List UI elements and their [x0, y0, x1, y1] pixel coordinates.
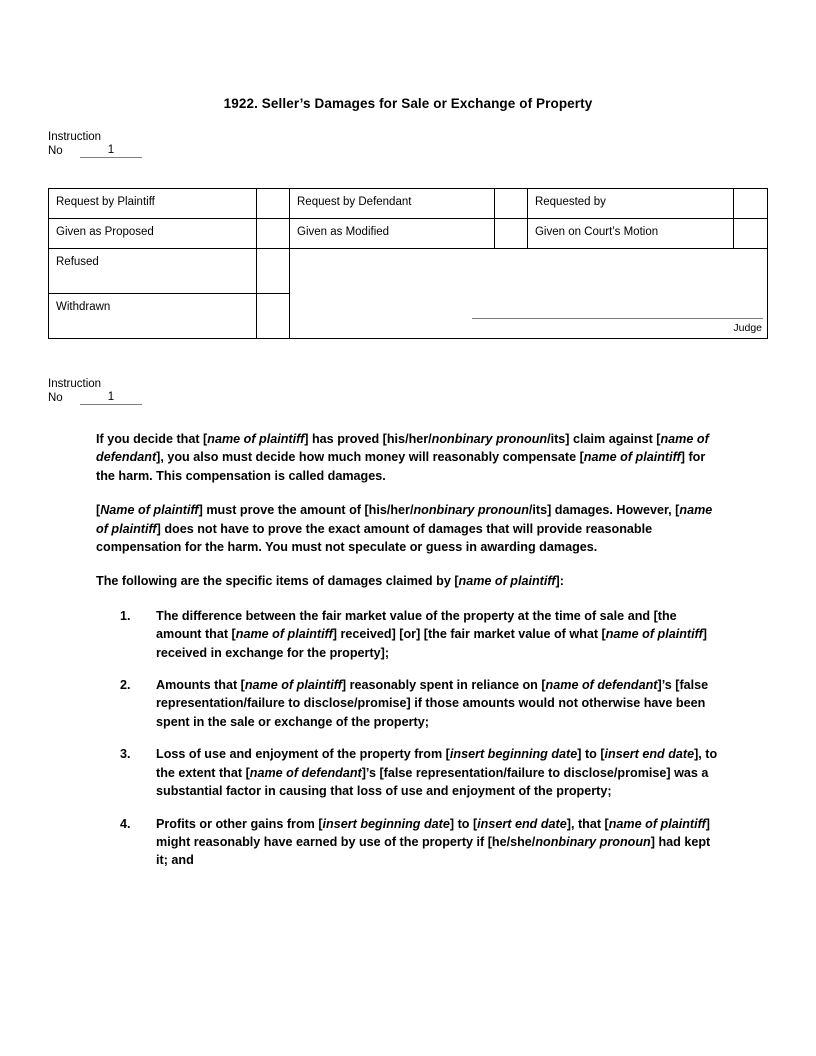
instruction-no-label: No: [48, 392, 63, 404]
paragraph-3-lead-in: The following are the specific items of damages claimed by [name of plaintiff]:: [96, 574, 564, 589]
checkbox-request-by-defendant[interactable]: [494, 189, 527, 219]
list-item: [0, 815, 816, 870]
paragraph-2: [Name of plaintiff] must prove the amount of [his/her/nonbinary pronoun/its] damages. However, [name of plaintiff] does not have to prove the exact amount of damages that will provide reasonable compensation for the harm. You must not speculate or guess in awarding damages.: [96, 503, 713, 555]
cell-given-on-courts-motion-label: Given on Court’s Motion: [527, 219, 733, 249]
list-item-text: The difference between the fair market value of the property at the time of sale and [the amount that [name of plaintiff] received] [or] [the fair market value of what [name of plaintiff] received in exchange for the property];: [156, 608, 707, 660]
list-item: [0, 676, 816, 731]
list-item-text: Profits or other gains from [insert beginning date] to [insert end date], that [name of plaintiff] might reasonably have earned by use of the property if [he/she/nonbinary pronoun] had kept it; and: [156, 816, 711, 868]
instruction-no-label: No: [48, 145, 63, 157]
page-title: 1922. Seller’s Damages for Sale or Exchange of Property: [223, 96, 593, 111]
list-item-number: 1.: [120, 608, 131, 623]
instruction-word-label: Instruction: [48, 378, 102, 390]
disposition-table: [48, 188, 768, 339]
instruction-number-header-top: [48, 130, 142, 158]
table-row: [49, 219, 768, 249]
cell-given-as-proposed-label: Given as Proposed: [49, 219, 257, 249]
checkbox-given-as-proposed[interactable]: [256, 219, 289, 249]
list-item-number: 2.: [120, 678, 131, 693]
checkbox-given-as-modified[interactable]: [494, 219, 527, 249]
cell-request-by-plaintiff-label: Request by Plaintiff: [49, 189, 257, 219]
list-item-number: 4.: [120, 816, 131, 831]
judge-signature-cell: [290, 249, 768, 339]
signature-caption-judge: Judge: [733, 322, 762, 334]
cell-withdrawn-label: Withdrawn: [49, 294, 257, 339]
instruction-word-label: Instruction: [48, 131, 102, 143]
list-item-number: 3.: [120, 747, 131, 762]
checkbox-refused[interactable]: [256, 249, 289, 294]
list-item: [0, 745, 816, 800]
signature-line[interactable]: [472, 317, 763, 319]
instruction-number-field[interactable]: 1: [80, 391, 142, 405]
instruction-body: [0, 430, 816, 870]
checkbox-requested-by[interactable]: [733, 189, 767, 219]
damages-items-list: [0, 607, 816, 870]
instruction-number-header-body: [48, 377, 142, 405]
list-item-text: Loss of use and enjoyment of the property from [insert beginning date] to [insert end date], to the extent that [name of defendant]’s [false representation/failure to disclose/promise] was a substantial factor in causing that loss of use and enjoyment of the property;: [156, 747, 718, 799]
table-row: [49, 189, 768, 219]
signature-area: [294, 249, 763, 335]
checkbox-request-by-plaintiff[interactable]: [256, 189, 289, 219]
cell-given-as-modified-label: Given as Modified: [290, 219, 495, 249]
cell-requested-by-label: Requested by: [527, 189, 733, 219]
paragraph-1: If you decide that [name of plaintiff] has proved [his/her/nonbinary pronoun/its] claim against [name of defendant], you also must decide how much money will reasonably compensate [name of plaintiff] for the harm. This compensation is called damages.: [96, 432, 709, 483]
checkbox-withdrawn[interactable]: [256, 294, 289, 339]
list-item-text: Amounts that [name of plaintiff] reasonably spent in reliance on [name of defendant]’s [false representation/failure to disclose/promise] if those amounts would not otherwise have been spent in the sale or exchange of the property;: [156, 678, 709, 729]
list-item: [0, 607, 816, 662]
cell-refused-label: Refused: [49, 249, 257, 294]
cell-request-by-defendant-label: Request by Defendant: [290, 189, 495, 219]
table-row: [49, 249, 768, 294]
checkbox-given-on-courts-motion[interactable]: [733, 219, 767, 249]
instruction-number-field[interactable]: 1: [80, 144, 142, 158]
